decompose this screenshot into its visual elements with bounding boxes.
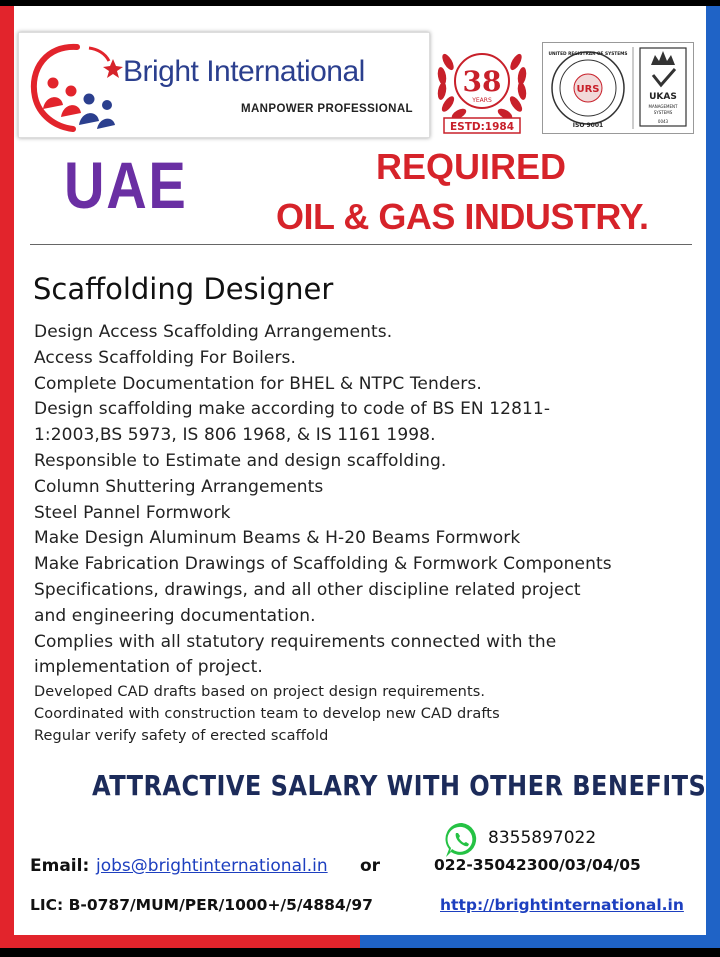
duty-item: Make Design Aluminum Beams & H-20 Beams Formwork xyxy=(34,528,521,549)
duty-item: implementation of project. xyxy=(34,657,263,678)
duty-item: Design Access Scaffolding Arrangements. xyxy=(34,322,393,342)
certification-box xyxy=(542,42,694,134)
phone-numbers: 022-35042300/03/04/05 xyxy=(434,856,641,874)
duty-item: Complies with all statutory requirements connected with the xyxy=(34,631,557,652)
cert-ukas-sub1: MANAGEMENT xyxy=(648,104,678,109)
duties-list xyxy=(34,320,694,747)
badge-years-label: YEARS xyxy=(472,97,492,104)
duty-item: Access Scaffolding For Boilers. xyxy=(34,347,297,368)
duty-item: Column Shuttering Arrangements xyxy=(34,476,324,497)
cert-urs: URS xyxy=(576,84,600,95)
duty-item: Specifications, drawings, and all other discipline related project xyxy=(34,579,581,600)
left-border xyxy=(0,6,14,948)
badge-number: 38 xyxy=(462,65,502,98)
industry-headline: OIL & GAS INDUSTRY. xyxy=(276,196,649,237)
badge-established: ESTD:1984 xyxy=(449,121,515,133)
duty-item: Responsible to Estimate and design scaffolding. xyxy=(34,450,447,471)
right-border xyxy=(706,6,720,948)
email-label: Email: xyxy=(30,856,90,876)
email-or: or xyxy=(360,856,381,876)
brand-tagline: MANPOWER PROFESSIONAL xyxy=(241,103,413,115)
duty-item: Developed CAD drafts based on project design requirements. xyxy=(34,684,486,701)
duty-item: Coordinated with construction team to develop new CAD drafts xyxy=(34,706,500,723)
email-link[interactable]: jobs@brightinternational.in xyxy=(96,856,328,876)
years-badge xyxy=(430,36,534,136)
website-link[interactable]: http://brightinternational.in xyxy=(440,896,684,914)
cert-ukas-sub2: SYSTEMS xyxy=(653,110,673,115)
divider xyxy=(30,244,692,245)
bottom-border-red xyxy=(0,935,360,948)
cert-ukas-code: 0043 xyxy=(657,119,669,124)
duty-item: Regular verify safety of erected scaffold xyxy=(34,728,329,745)
cert-iso: ISO 9001 xyxy=(572,122,604,129)
cert-ukas: UKAS xyxy=(649,92,677,102)
job-poster xyxy=(0,6,720,948)
brand-name: Bright International xyxy=(123,55,365,88)
duty-item: Complete Documentation for BHEL & NTPC Tenders. xyxy=(34,373,482,394)
required-headline: REQUIRED xyxy=(376,146,567,187)
top-border xyxy=(0,6,720,18)
license-number: LIC: B-0787/MUM/PER/1000+/5/4884/97 xyxy=(30,896,373,914)
duty-item: Design scaffolding make according to code of BS EN 12811- xyxy=(34,399,551,420)
company-logo-box xyxy=(18,32,430,138)
whatsapp-icon[interactable] xyxy=(442,820,482,860)
job-title: Scaffolding Designer xyxy=(33,272,334,306)
whatsapp-number[interactable]: 8355897022 xyxy=(488,828,597,848)
duty-item: Make Fabrication Drawings of Scaffolding & Formwork Components xyxy=(34,554,612,575)
cert-registrar: UNITED REGISTRAR OF SYSTEMS xyxy=(548,52,628,57)
duty-item: and engineering documentation. xyxy=(34,605,316,626)
urs-seal-icon xyxy=(548,51,627,129)
ukas-crown-icon xyxy=(640,48,686,126)
duty-item: Steel Pannel Formwork xyxy=(34,502,231,523)
bright-international-logo-icon xyxy=(25,39,125,133)
salary-banner: ATTRACTIVE SALARY WITH OTHER BENEFITS xyxy=(92,769,707,802)
duty-item: 1:2003,BS 5973, IS 806 1968, & IS 1161 1998. xyxy=(34,425,436,446)
location-headline: UAE xyxy=(64,148,188,222)
